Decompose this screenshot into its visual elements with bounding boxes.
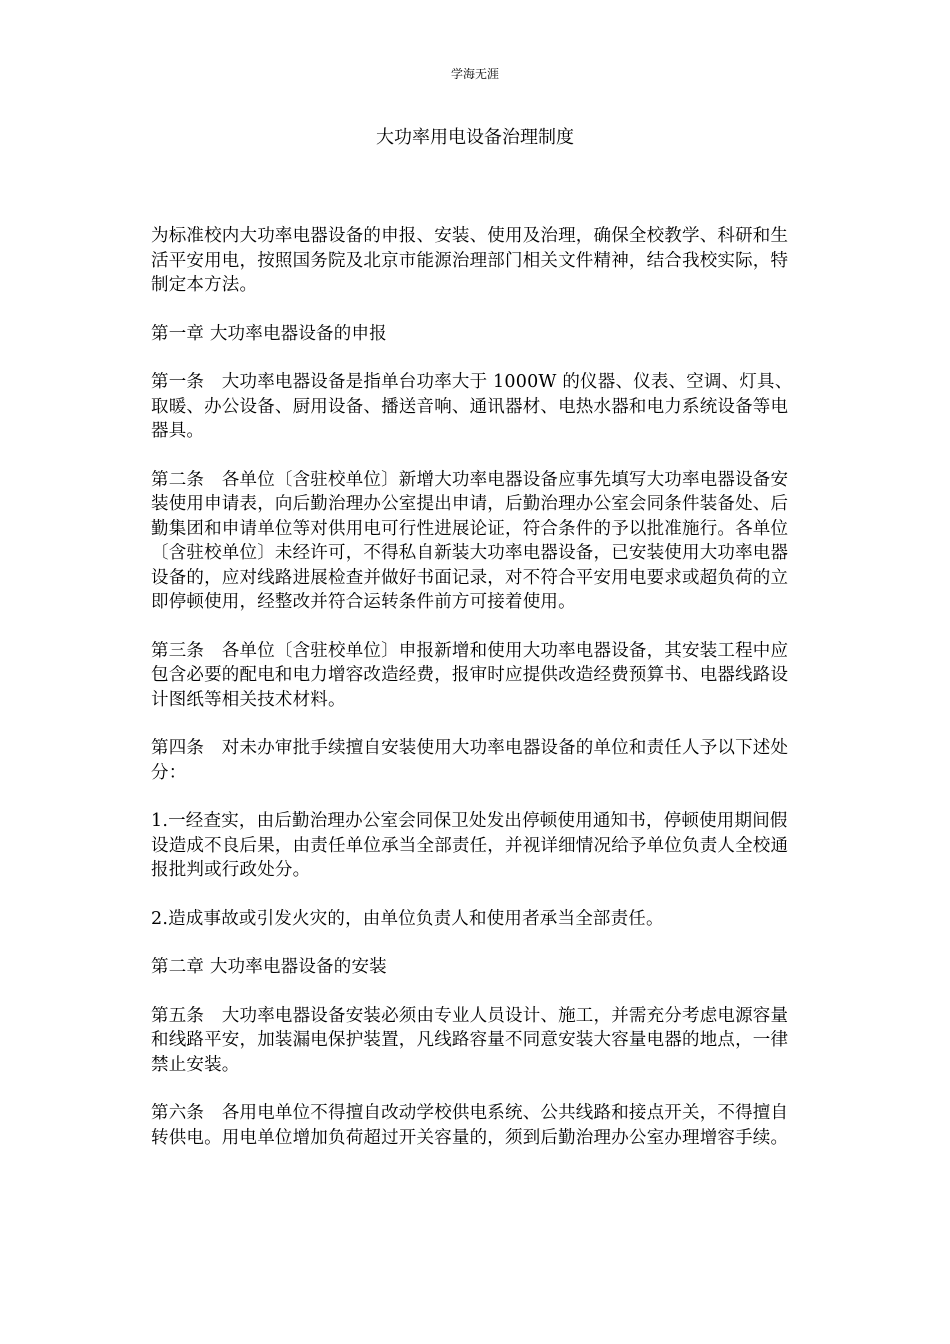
intro-paragraph: 为标准校内大功率电器设备的申报、安装、使用及治理，确保全校教学、科研和生活平安用电，按照国务院及北京市能源治理部门相关文件精神，结合我校实际，特制定本方法。 xyxy=(151,226,789,295)
article-3: 第三条 各单位〔含驻校单位〕申报新增和使用大功率电器设备，其安装工程中应包含必要的配电和电力增容改造经费，报审时应提供改造经费预算书、电器线路设计图纸等相关技术材料。 xyxy=(151,640,789,710)
chapter-2-heading: 第二章 大功率电器设备的安装 xyxy=(151,957,387,977)
article-5: 第五条 大功率电器设备安装必须由专业人员设计、施工，并需充分考虑电源容量和线路平安，加装漏电保护装置，凡线路容量不同意安装大容量电器的地点，一律禁止安装。 xyxy=(151,1005,789,1075)
chapter-1-heading: 第一章 大功率电器设备的申报 xyxy=(151,323,387,344)
article-2: 第二条 各单位〔含驻校单位〕新增大功率电器设备应事先填写大功率电器设备安装使用申请表，向后勤治理办公室提出申请，后勤治理办公室会同条件装备处、后勤集团和申请单位等对供用电可行性进展论证，符合条件的予以批准施行。各单位〔含驻校单位〕未经许可，不得私自新装大功率电器设备，已安装使用大功率电器设备的，应对线路进展检查并做好书面记录，对不符合平安用电要求或超负荷的立即停顿使用，经整改并符合运转条件前方可接着使用。 xyxy=(151,469,789,612)
document-body xyxy=(151,224,801,1174)
article-1: 第一条 大功率电器设备是指单台功率大于 1000W 的仪器、仪表、空调、灯具、取暖、办公设备、厨用设备、播送音响、通讯器材、电热水器和电力系统设备等电器具。 xyxy=(151,372,793,441)
article-4-item-2: 2.造成事故或引发火灾的，由单位负责人和使用者承当全部责任。 xyxy=(151,908,664,929)
article-6: 第六条 各用电单位不得擅自改动学校供电系统、公共线路和接点开关，不得擅自转供电。用电单位增加负荷超过开关容量的，须到后勤治理办公室办理增容手续。 xyxy=(151,1103,789,1148)
article-4: 第四条 对未办审批手续擅自安装使用大功率电器设备的单位和责任人予以下述处分： xyxy=(151,738,789,783)
article-4-item-1: 1.一经查实，由后勤治理办公室会同保卫处发出停顿使用通知书，停顿使用期间假设造成不良后果，由责任单位承当全部责任，并视详细情况给予单位负责人全校通报批判或行政处分。 xyxy=(151,811,789,880)
running-header: 学海无涯 xyxy=(450,67,499,81)
document-title: 大功率用电设备治理制度 xyxy=(376,127,574,148)
